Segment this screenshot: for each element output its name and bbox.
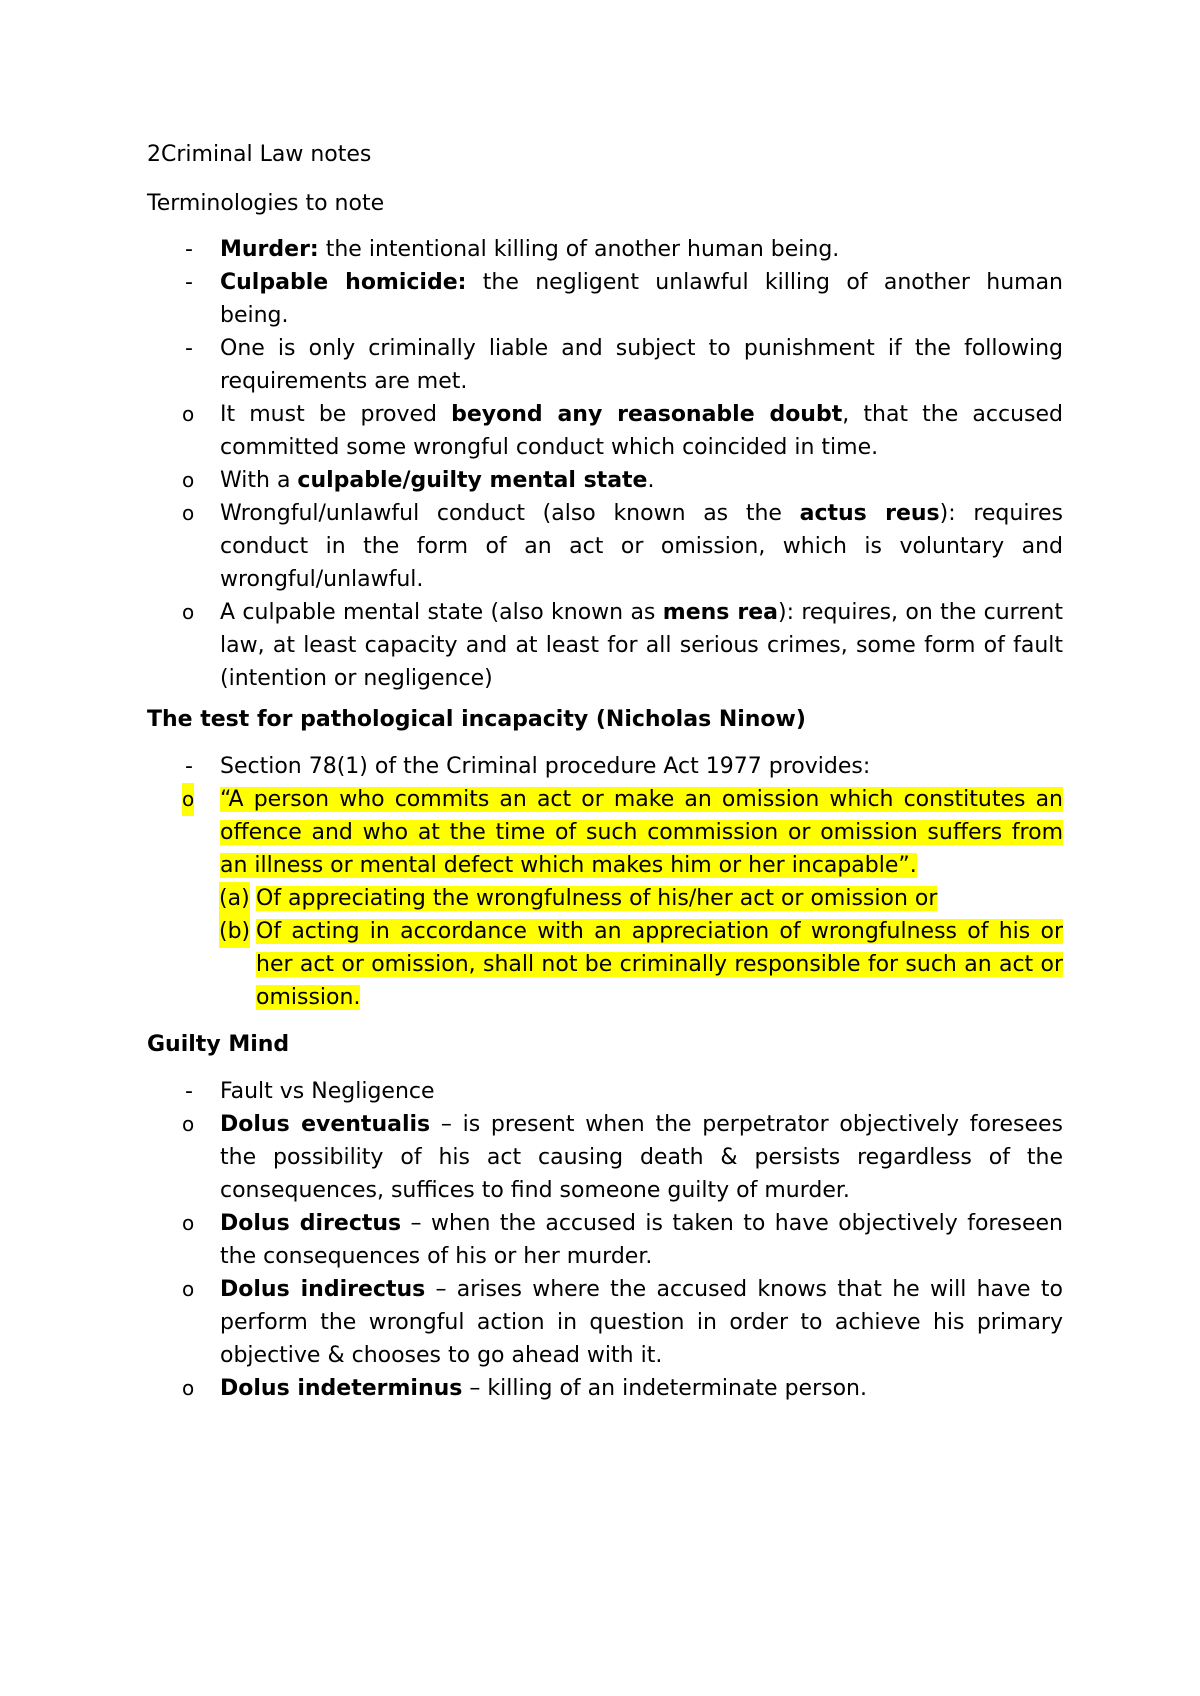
dash-bullet: - (185, 1079, 193, 1104)
text-run: – when the accused is taken to have objectively foreseen the consequences of his or her murder. (220, 1211, 1063, 1269)
section-subtitle: Terminologies to note (147, 191, 385, 216)
dolus-list (182, 1108, 1063, 1405)
text-run: A culpable mental state (also known as (220, 600, 663, 625)
list-item (147, 464, 1063, 497)
circle-bullet: o (182, 1277, 195, 1301)
list-item (147, 332, 1063, 695)
term-label: Murder: (220, 237, 319, 262)
alpha-marker: (a) (219, 882, 250, 915)
bold-run: Dolus directus (220, 1211, 402, 1236)
text-run: – killing of an indeterminate person. (462, 1376, 867, 1401)
dash-bullet: - (185, 270, 193, 295)
list-item-text: One is only criminally liable and subject to punishment if the following requirements are met. (220, 336, 1063, 394)
bold-run: Dolus indirectus (220, 1277, 426, 1302)
list-item (147, 596, 1063, 695)
bold-run: beyond any reasonable doubt (451, 402, 843, 427)
list-item (147, 915, 1063, 1014)
alpha-marker: (b) (219, 915, 250, 948)
circle-bullet: o (182, 1112, 195, 1136)
term-definition: the intentional killing of another human being. (318, 237, 840, 262)
text-run: Wrongful/unlawful conduct (also known as the (220, 501, 800, 526)
list-item-text: Section 78(1) of the Criminal procedure Act 1977 provides: (220, 754, 871, 779)
list-item (147, 1075, 1063, 1405)
guilty-mind-list (147, 1075, 1063, 1405)
bold-run: culpable/guilty mental state (297, 468, 648, 493)
text-run: . (647, 468, 655, 493)
text-run: , that the accused committed some wrongful conduct which coincided in time. (220, 402, 1063, 460)
bold-run: actus reus (799, 501, 940, 526)
list-item (147, 750, 1063, 1014)
text-run: With a (220, 468, 298, 493)
text-run: ): requires, on the current law, at least capacity and at least for all serious crimes, some form of fault (intention or negligence) (220, 600, 1063, 691)
heading-guilty-mind: Guilty Mind (147, 1032, 290, 1057)
bold-run: Dolus eventualis (220, 1112, 431, 1137)
text-run: It must be proved (220, 402, 452, 427)
circle-bullet: o (182, 1211, 195, 1235)
circle-bullet: o (182, 783, 194, 816)
dash-bullet: - (185, 237, 193, 262)
highlighted-text: Of acting in accordance with an appreciation of wrongfulness of his or her act or omission, shall not be criminally responsible for such an act or omission. (256, 919, 1063, 1010)
circle-bullet: o (182, 402, 195, 426)
text-run: – is present when the perpetrator objectively foresees the possibility of his act causing death & persists regardless of the consequences, suffices to find someone guilty of murder. (220, 1112, 1063, 1203)
text-run: – arises where the accused knows that he will have to perform the wrongful action in question in order to achieve his primary objective & chooses to go ahead with it. (220, 1277, 1063, 1368)
section78-list (147, 750, 1063, 1014)
circle-bullet: o (182, 501, 195, 525)
circle-bullet: o (182, 1376, 195, 1400)
list-item (147, 1273, 1063, 1372)
quote-sublist (147, 882, 1063, 1014)
bold-run: Dolus indeterminus (220, 1376, 463, 1401)
list-item (147, 398, 1063, 464)
highlighted-text: Of appreciating the wrongfulness of his/her act or omission or (256, 886, 938, 911)
list-item (147, 1372, 1063, 1405)
term-label: Culpable homicide: (220, 270, 467, 295)
list-item (147, 783, 1063, 1014)
circle-bullet: o (182, 600, 195, 624)
requirements-list (182, 398, 1063, 695)
list-item (147, 882, 1063, 915)
dash-bullet: - (185, 336, 193, 361)
list-item-text: Fault vs Negligence (220, 1079, 435, 1104)
list-item (147, 266, 1063, 332)
list-item (147, 1108, 1063, 1207)
document-title: 2Criminal Law notes (147, 142, 372, 167)
dash-bullet: - (185, 754, 193, 779)
text-run: ): requires conduct in the form of an act or omission, which is voluntary and wrongful/unlawful. (220, 501, 1063, 592)
term-definition: the negligent unlawful killing of another human being. (220, 270, 1063, 328)
terms-list (147, 233, 1063, 695)
highlighted-quote: “A person who commits an act or make an omission which constitutes an offence and who at the time of such commission or omission suffers from an illness or mental defect which makes him or her incapable”. (220, 787, 1063, 878)
circle-bullet: o (182, 468, 195, 492)
quote-list (182, 783, 1063, 1014)
list-item (147, 1207, 1063, 1273)
heading-pathological-incapacity: The test for pathological incapacity (Nicholas Ninow) (147, 707, 806, 732)
list-item (147, 497, 1063, 596)
document-page (147, 138, 1063, 1405)
list-item (147, 233, 1063, 266)
bold-run: mens rea (662, 600, 779, 625)
